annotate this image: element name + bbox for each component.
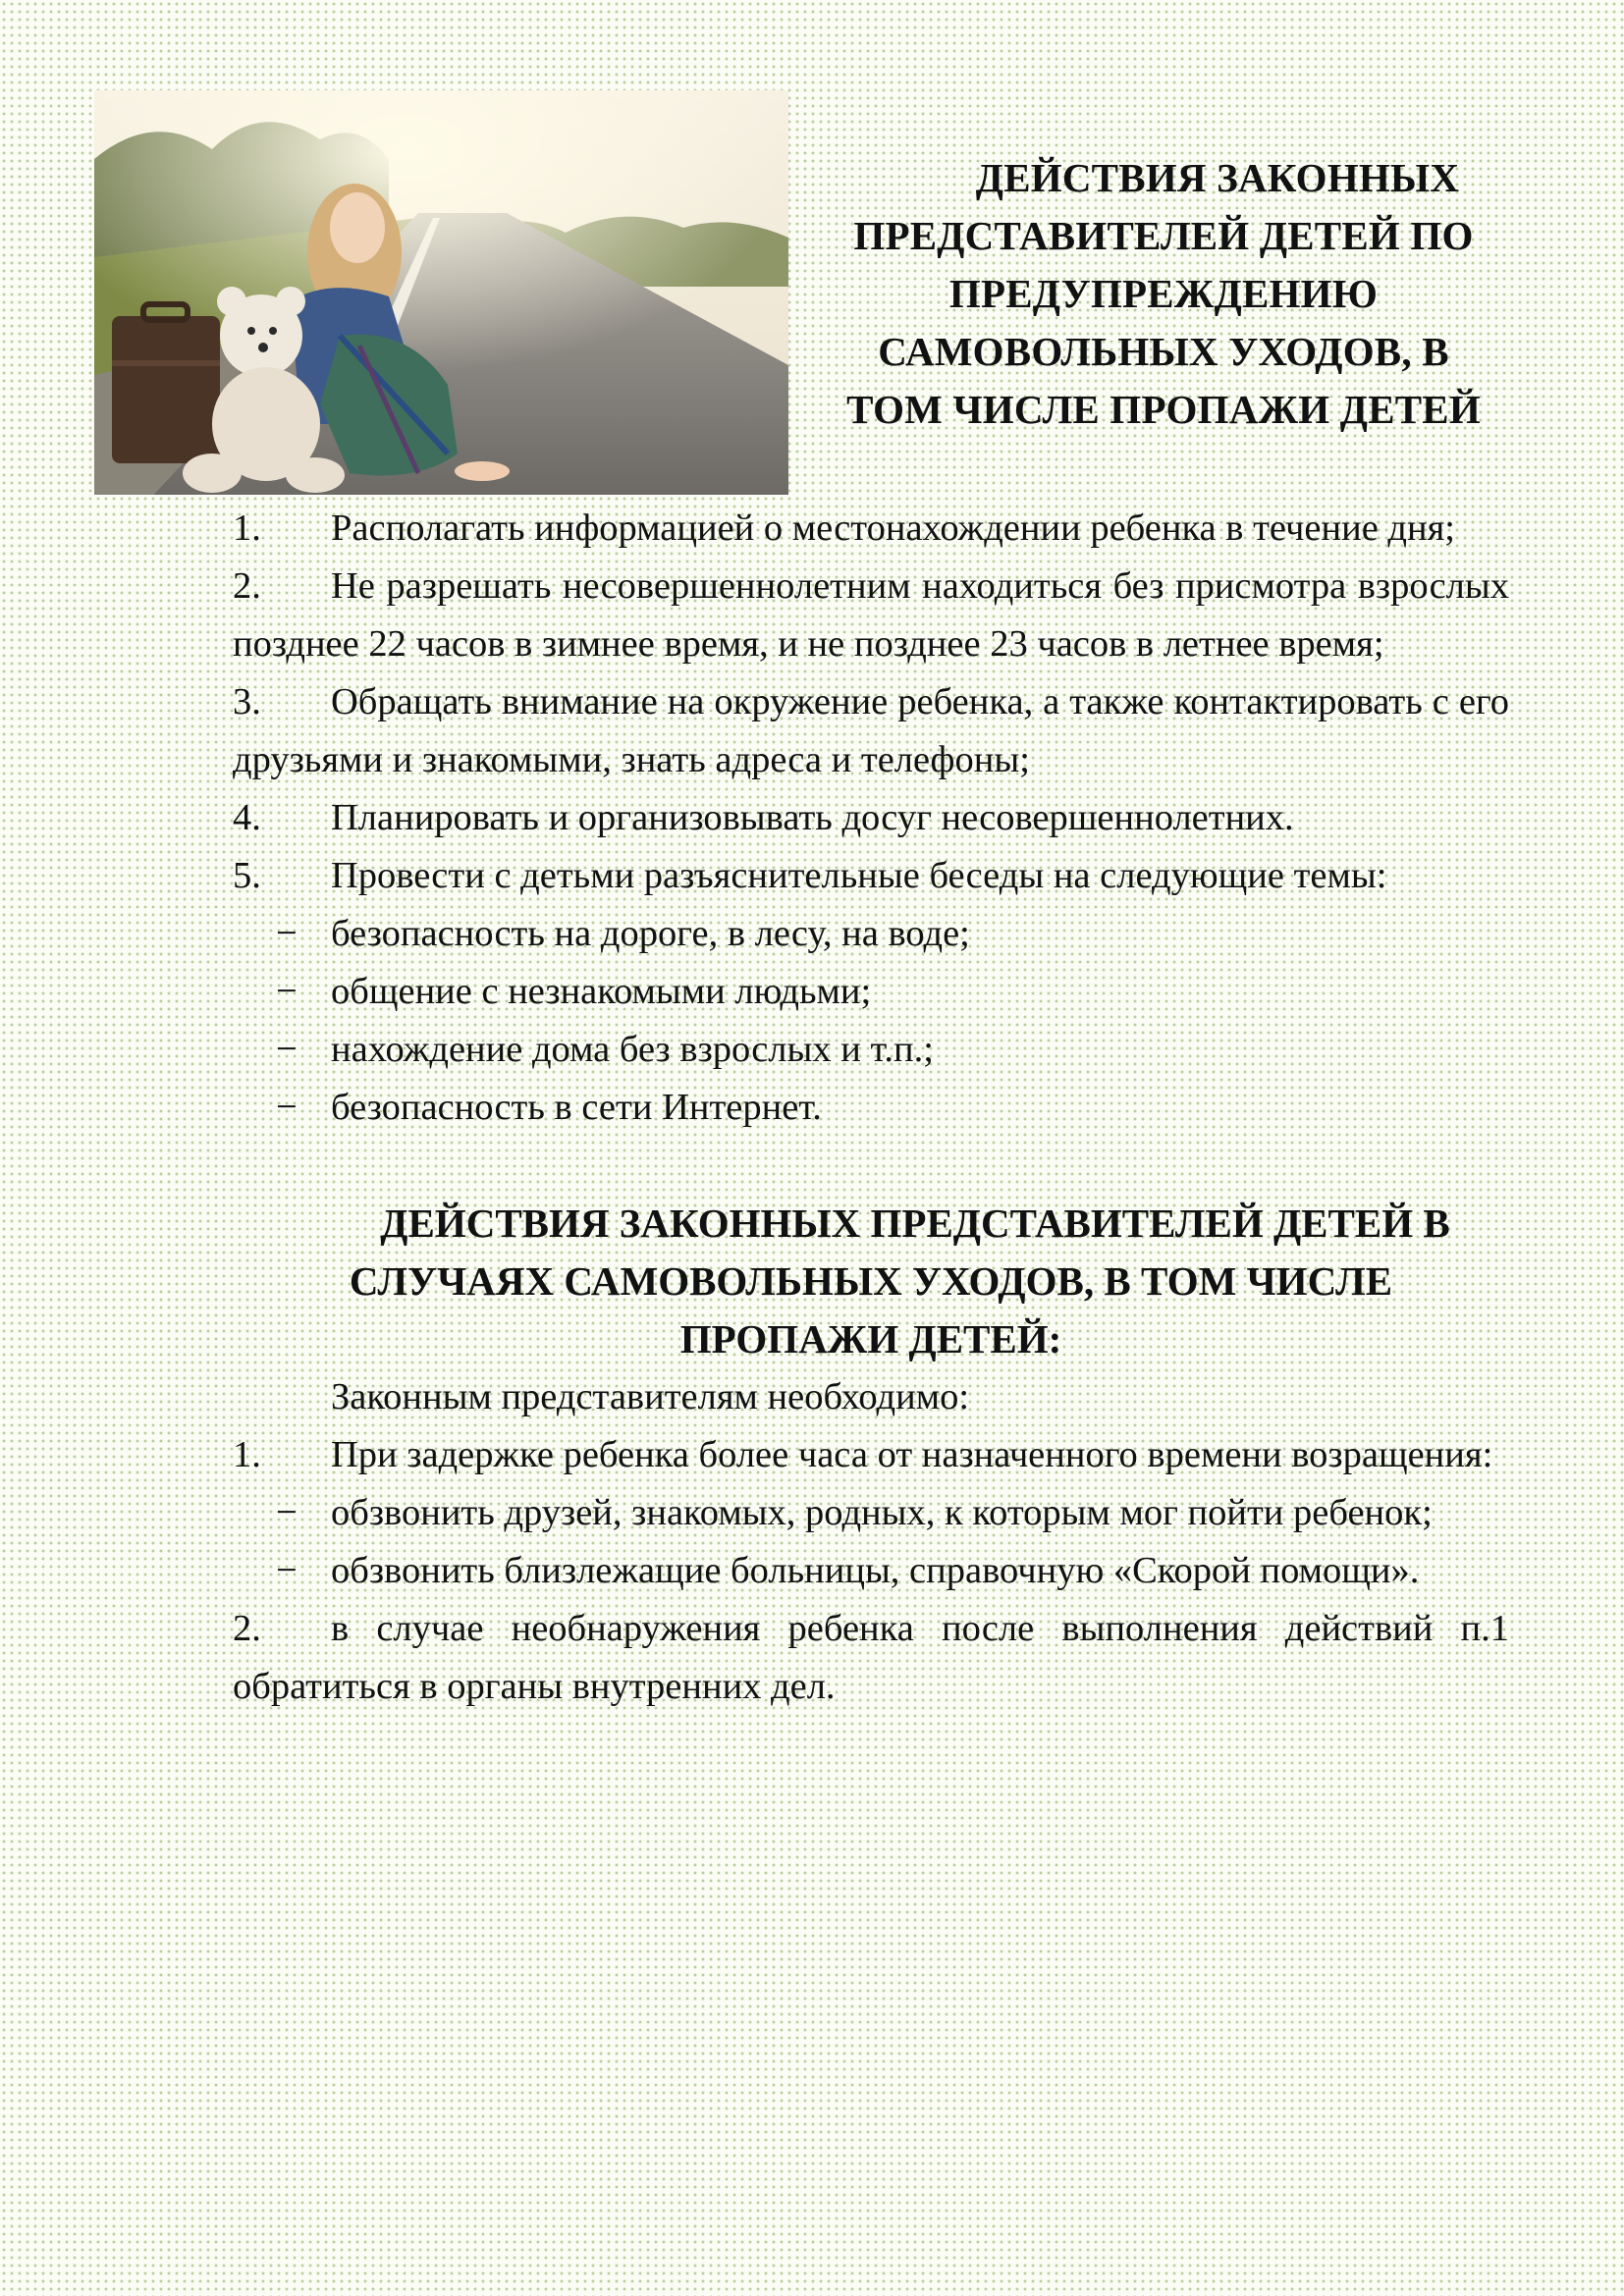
topics-list [233,905,1509,1137]
section-title-line: ПРОПАЖИ ДЕТЕЙ: [679,1316,1062,1362]
topic-item [233,1021,1509,1079]
title-line: ТОМ ЧИСЛЕ ПРОПАЖИ ДЕТЕЙ [846,387,1481,432]
item-number: 2. [233,1608,261,1649]
list-item [233,789,1509,847]
list-item [233,1426,1509,1484]
list-item [233,673,1509,789]
item-number: 2. [233,565,261,607]
topic-text: общение с незнакомыми людьми; [331,971,872,1012]
item-text: Не разрешать несовершеннолетним находиться без присмотра взрослых позднее 22 часов в зимнее время, и не позднее 23 часов в летнее время; [233,565,1509,665]
girl-with-teddy-bear-photo-icon [94,90,788,495]
title-line: ПРЕДСТАВИТЕЛЕЙ ДЕТЕЙ ПО [853,213,1474,258]
topic-item [233,963,1509,1021]
title-line: ПРЕДУПРЕЖДЕНИЮ [948,271,1379,316]
sub-item-text: обзвонить друзей, знакомых, родных, к которым мог пойти ребенок; [331,1492,1433,1533]
dash-bullet-icon: − [276,913,298,954]
section-title-line: ДЕЙСТВИЯ ЗАКОННЫХ ПРЕДСТАВИТЕЛЕЙ ДЕТЕЙ В [380,1201,1450,1246]
sub-item [233,1542,1509,1600]
dash-bullet-icon: − [276,1550,298,1591]
item-text: Обращать внимание на окружение ребенка, а также контактировать с его друзьями и знакомыми, знать адреса и телефоны; [233,681,1509,780]
item-number: 1. [233,1434,261,1475]
item-number: 5. [233,855,261,896]
item-number: 4. [233,797,261,838]
section-title [233,1195,1509,1368]
dash-bullet-icon: − [276,1087,298,1128]
girl-on-road-photo [94,90,788,495]
item-text: в случае необнаружения ребенка после выполнения действий п.1 обратиться в органы внутренних дел. [233,1608,1509,1707]
item-text: Провести с детьми разъяснительные беседы на следующие темы: [331,855,1387,896]
section-spacer [233,1137,1509,1195]
list-item [233,558,1509,673]
item-text: Планировать и организовывать досуг несовершеннолетних. [331,797,1294,838]
item-number: 3. [233,681,261,722]
topic-text: безопасность в сети Интернет. [331,1087,822,1128]
page-title [800,149,1527,439]
item-number: 1. [233,507,261,549]
document-body [233,500,1509,1716]
item-text: Располагать информацией о местонахождении ребенка в течение дня; [331,507,1455,549]
intro-text: Законным представителям необходимо: [331,1376,970,1417]
list-item [233,847,1509,905]
topic-text: нахождение дома без взрослых и т.п.; [331,1029,934,1070]
dash-bullet-icon: − [276,1492,298,1533]
dash-bullet-icon: − [276,971,298,1012]
topic-text: безопасность на дороге, в лесу, на воде; [331,913,970,954]
title-line: ДЕЙСТВИЯ ЗАКОННЫХ [975,155,1460,200]
topic-item [233,905,1509,963]
prevention-list [233,500,1509,905]
list-item [233,500,1509,558]
section-title-line: СЛУЧАЯХ САМОВОЛЬНЫХ УХОДОВ, В ТОМ ЧИСЛЕ [349,1258,1393,1304]
title-line: САМОВОЛЬНЫХ УХОДОВ, В [878,329,1449,374]
item-text: При задержке ребенка более часа от назначенного времени возращения: [331,1434,1493,1475]
list-item [233,1600,1509,1716]
sub-item-text: обзвонить близлежащие больницы, справочную «Скорой помощи». [331,1550,1420,1591]
dash-bullet-icon: − [276,1029,298,1070]
topic-item [233,1079,1509,1137]
sub-item [233,1484,1509,1542]
